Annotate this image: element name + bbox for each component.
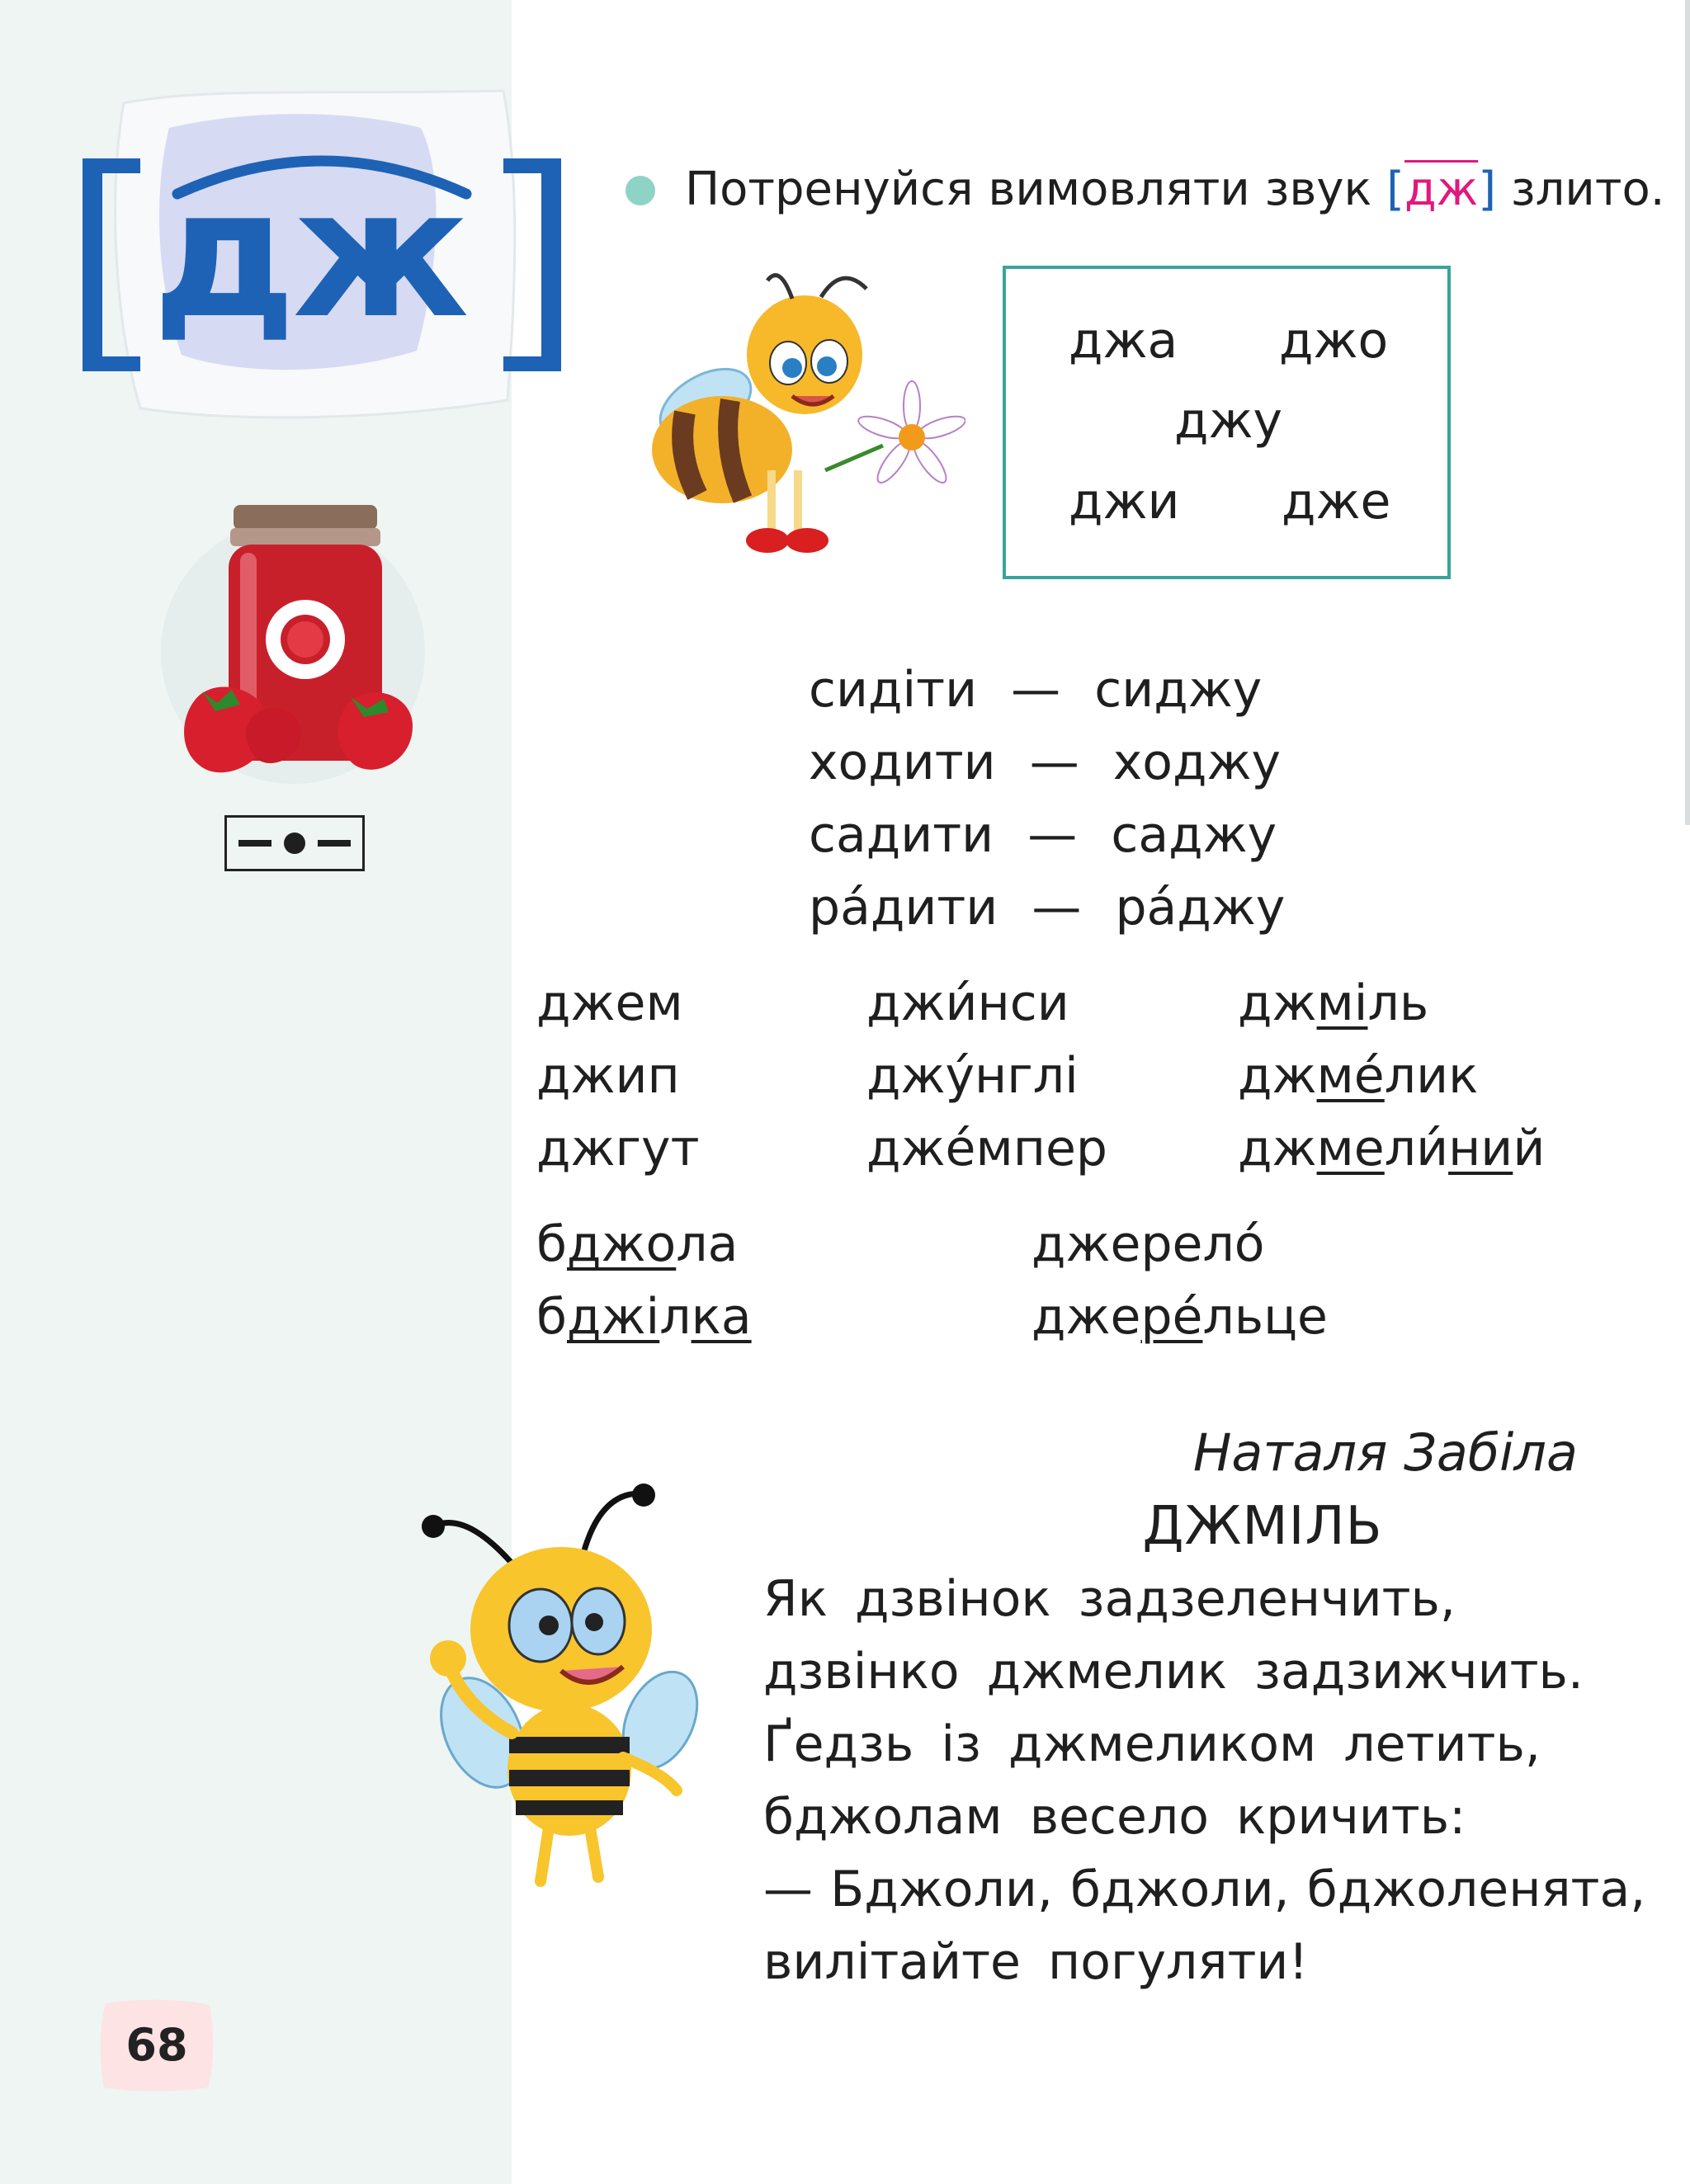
word: джме́лик (1238, 1047, 1479, 1105)
sound-scheme (224, 815, 365, 871)
word: джмели́ний (1238, 1120, 1546, 1177)
syllable: джи (1069, 473, 1180, 531)
instruction-text: Потренуйся вимовляти звук [дж] злито. (685, 163, 1665, 216)
word: джу́нглі (866, 1047, 1079, 1105)
syllable: джу (1174, 392, 1283, 450)
syllable: джо (1279, 312, 1389, 370)
poem-line: — Бджоли, бджоли, бджоленята, (763, 1861, 1646, 1918)
verb-pair: сидіти — сиджу (809, 661, 1263, 719)
word: джгут (536, 1120, 700, 1177)
word: джміль (1238, 974, 1429, 1032)
verb-pair: ра́дити — ра́джу (809, 879, 1286, 936)
word: джем (536, 974, 683, 1032)
word: джерело́ (1031, 1215, 1265, 1273)
verb-pair: ходити — ходжу (809, 734, 1282, 791)
syllable: дже (1282, 473, 1391, 531)
poem-title: ДЖМІЛЬ (1142, 1496, 1383, 1557)
word: дже́мпер (866, 1120, 1107, 1177)
sound-symbol: дж (153, 150, 466, 357)
syllable: джа (1069, 312, 1178, 370)
poem-line: вилітайте погуляти! (763, 1933, 1309, 1991)
poem-line: бджолам весело кричить: (763, 1788, 1466, 1846)
poem-line: Ґедзь із джмеликом летить, (763, 1715, 1541, 1773)
poem-line: дзвінко джмелик задзижчить. (763, 1643, 1584, 1701)
word: бджілка (536, 1288, 752, 1346)
word: бджола (536, 1215, 739, 1273)
word: джи́нси (866, 974, 1069, 1032)
verb-pair: садити — саджу (809, 806, 1277, 864)
poem-author: Наталя Забіла (1192, 1422, 1578, 1483)
bullet-dot (625, 176, 655, 205)
bee-flower-image (635, 264, 965, 578)
word: джере́льце (1031, 1288, 1328, 1346)
poem-line: Як дзвінок задзеленчить, (763, 1570, 1456, 1628)
word: джип (536, 1047, 680, 1105)
page-number: 68 (125, 2019, 188, 2071)
bee-waving-image (417, 1460, 722, 1898)
page-edge (1685, 0, 1690, 825)
jam-jar-image (161, 495, 441, 792)
